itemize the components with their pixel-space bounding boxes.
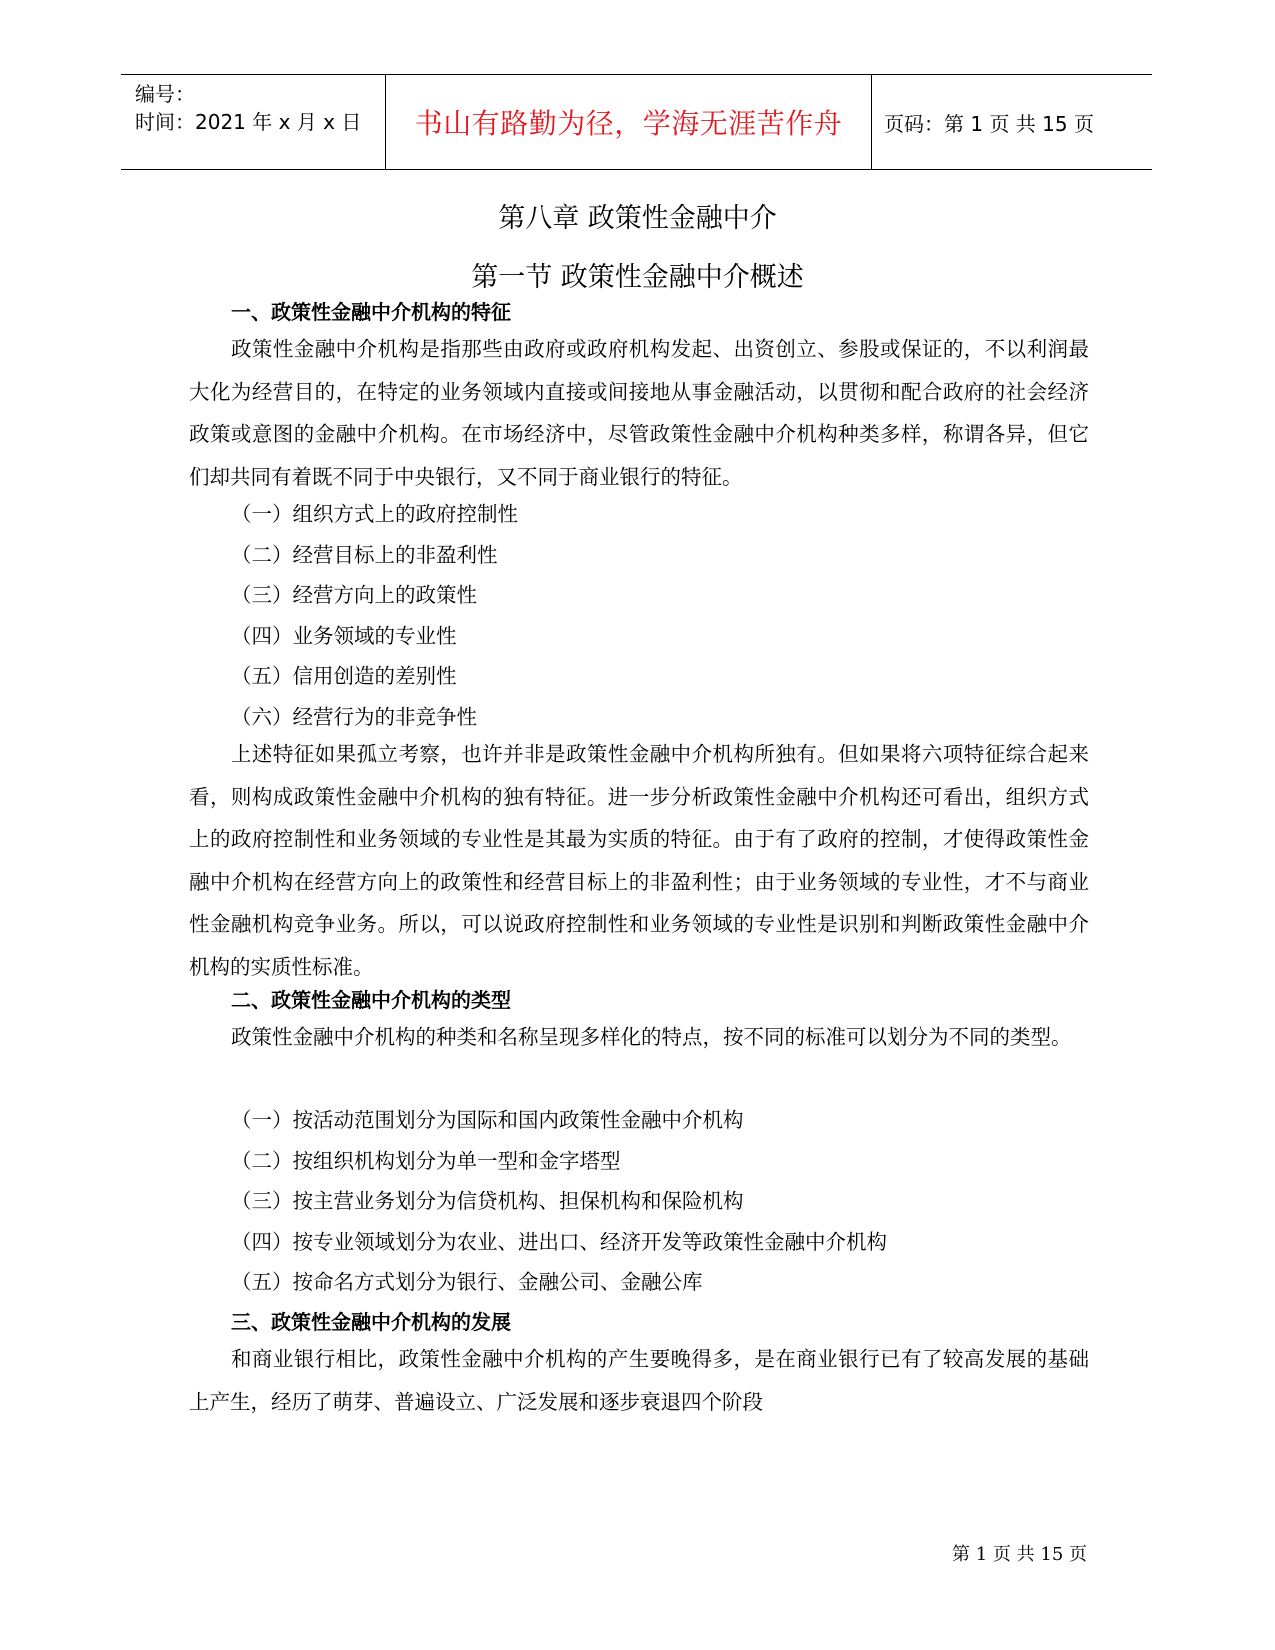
part2-item-2: （二）按组织机构划分为单一型和金字塔型 [231, 1149, 621, 1173]
part1-intro: 政策性金融中介机构是指那些由政府或政府机构发起、出资创立、参股或保证的，不以利润最大化为经营目的，在特定的业务领域内直接或间接地从事金融活动，以贯彻和配合政府的社会经济政策或意图的金融中介机构。在市场经济中，尽管政策性金融中介机构种类多样，称谓各异，但它们却共同有着既不同于中央银行，又不同于商业银行的特征。 [189, 337, 1089, 489]
chapter-title: 第八章 政策性金融中介 [498, 203, 777, 234]
part1-item-5: （五）信用创造的差别性 [231, 664, 457, 688]
document-header [121, 74, 1152, 170]
header-meta [121, 75, 385, 169]
part1-item-2: （二）经营目标上的非盈利性 [231, 543, 498, 567]
part2-item-3: （三）按主营业务划分为信贷机构、担保机构和保险机构 [231, 1189, 744, 1213]
header-motto [385, 75, 872, 169]
part2-intro: 政策性金融中介机构的种类和名称呈现多样化的特点，按不同的标准可以划分为不同的类型。 [231, 1025, 1072, 1049]
part1-item-3: （三）经营方向上的政策性 [231, 583, 477, 607]
part3-intro: 和商业银行相比，政策性金融中介机构的产生要晚得多，是在商业银行已有了较高发展的基础上产生，经历了萌芽、普遍设立、广泛发展和逐步衰退四个阶段 [189, 1347, 1089, 1414]
part2-item-1: （一）按活动范围划分为国际和国内政策性金融中介机构 [231, 1108, 744, 1132]
part2-item-5: （五）按命名方式划分为银行、金融公司、金融公库 [231, 1270, 703, 1294]
section-title: 第一节 政策性金融中介概述 [471, 262, 804, 293]
time-label: 时间：2021 年 x 月 x 日 [135, 110, 362, 134]
part1-heading: 一、政策性金融中介机构的特征 [231, 300, 511, 324]
part1-item-6: （六）经营行为的非竞争性 [231, 705, 477, 729]
part1-summary: 上述特征如果孤立考察，也许并非是政策性金融中介机构所独有。但如果将六项特征综合起来看，则构成政策性金融中介机构的独有特征。进一步分析政策性金融中介机构还可看出，组织方式上的政府控制性和业务领域的专业性是其最为实质的特征。由于有了政府的控制，才使得政策性金融中介机构在经营方向上的政策性和经营目标上的非盈利性；由于业务领域的专业性，才不与商业性金融机构竞争业务。所以，可以说政府控制性和业务领域的专业性是识别和判断政策性金融中介机构的实质性标准。 [189, 742, 1089, 979]
page-footer: 第 1 页 共 15 页 [952, 1544, 1087, 1565]
part3-heading: 三、政策性金融中介机构的发展 [231, 1310, 511, 1334]
part2-heading: 二、政策性金融中介机构的类型 [231, 988, 511, 1012]
motto-text: 书山有路勤为径，学海无涯苦作舟 [414, 107, 843, 140]
number-label: 编号： [135, 82, 195, 106]
part1-item-4: （四）业务领域的专业性 [231, 624, 457, 648]
part1-item-1: （一）组织方式上的政府控制性 [231, 502, 518, 526]
header-page-info: 页码：第 1 页 共 15 页 [884, 111, 1094, 136]
part2-item-4: （四）按专业领域划分为农业、进出口、经济开发等政策性金融中介机构 [231, 1230, 887, 1254]
